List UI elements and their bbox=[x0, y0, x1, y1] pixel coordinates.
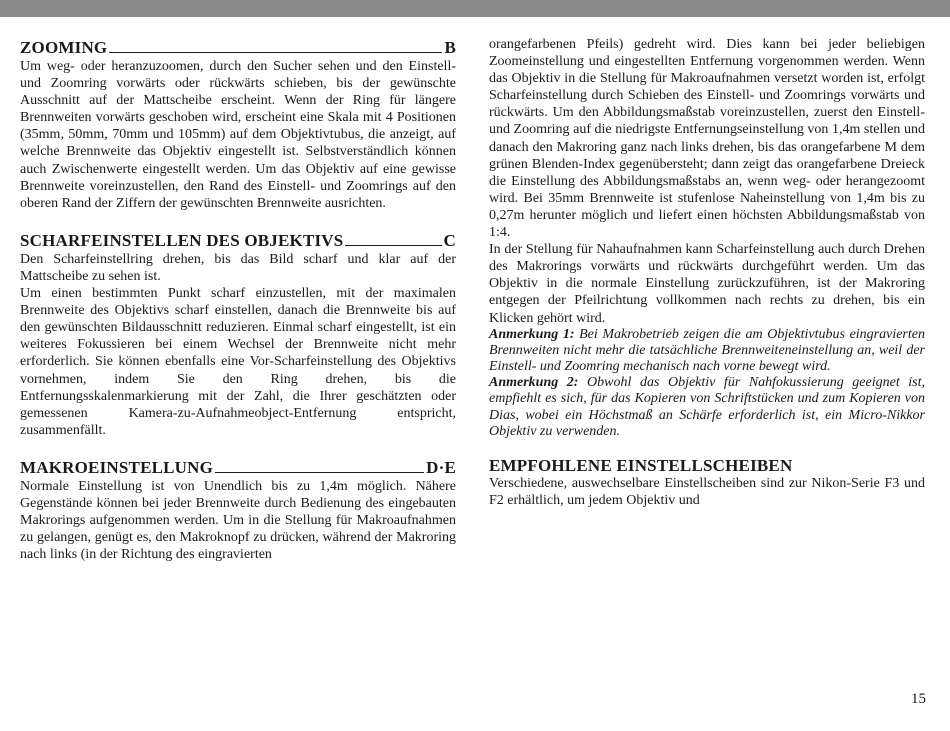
note-2 bbox=[489, 375, 925, 440]
note-1-label: Anmerkung 1: bbox=[489, 326, 575, 342]
macro-continued-text-2: In der Stellung für Nahaufnahmen kann Scharfeinstellung auch durch Drehen des Makrorings vorwärts und rückwärts durchgeführt werden. Um das Objektiv in die normale Einstellung zurückzuführen, ist der Makroring entgegen der Pfeilrichtung vollkommen nach rechts zu drehen, bis ein Klicken gehört wird. bbox=[489, 242, 925, 326]
screens-text: Verschiedene, auswechselbare Einstellscheiben sind zur Nikon-Serie F3 und F2 erhältlich, um jedem Objektiv und bbox=[489, 476, 925, 509]
focusing-text-2: Um einen bestimmten Punkt scharf einzustellen, mit der maximalen Brennweite des Objektivs scharf einstellen, danach die Brennweite bis auf den gewünschten Bildausschnitt reduzieren. Einmal scharf eingestellt, ist ein weiteres Fokussieren bei einem Wechsel der Brennweite nicht mehr erforderlich. Sie können ebenfalls eine Vor-Scharfeinstellung des Objektivs vornehmen, indem Sie den Ring drehen, bis die Entfernungsskalenmarkierung mit der Zahl, die Ihrer geschätzten oder gemessenen Kamera-zu-Aufnahmeobject-Entfernung entspricht, zusammenfällt. bbox=[20, 286, 456, 438]
top-border-band bbox=[0, 0, 950, 17]
focusing-title: SCHARFEINSTELLEN DES OBJEKTIVS bbox=[20, 230, 344, 250]
note-1-text: Bei Makrobetrieb zeigen die am Objektivtubus eingravierten Brennweiten nicht mehr die tatsächliche Brennweiteneinstellung an, weil der Einstell- und Zoomring mechanisch nach vorne bewegt wird. bbox=[489, 326, 925, 374]
macro-heading bbox=[20, 458, 456, 478]
macro-ref: D·E bbox=[426, 457, 456, 477]
heading-rule bbox=[109, 52, 442, 53]
left-column bbox=[20, 38, 456, 563]
macro-continued-text: orangefarbenen Pfeils) gedreht wird. Dies kann bei jeder beliebigen Zoomeinstellung und eingestellten Entfernung vorgenommen werden. Wenn das Objektiv in die Stellung für Makroaufnahmen versetzt worden ist, erfolgt Scharfeinstellung durch Schieben des Einstell- und Zoomrings vorwärts und rückwärts. Um den Abbildungsmaßstab voreinzustellen, zuerst den Einstell- und Zoomring auf die niedrigste Entfernungseinstellung von 1,4m stellen und danach den Makroring ganz nach links drehen, bis das orangefarbene M dem grünen Blenden-Index gegenübersteht; dann zeigt das orangefarbene Dreieck die Einstellung des Abbildungsmaßstabs an, wenn weg- oder herangezoomt wird. Bei 35mm Brennweite ist stufenlose Naheinstellung von 1,4m bis zu 0,27m herunter möglich und liefert einen höchsten Abbildungsmaßstab von 1:4. bbox=[489, 37, 925, 241]
macro-title: MAKROEINSTELLUNG bbox=[20, 457, 214, 477]
macro-text: Normale Einstellung ist von Unendlich bis zu 1,4m möglich. Nähere Gegenstände können bei jeder Brennweite durch Bedienung des eingebauten Makrorings aufgenommen werden. Um in die Stellung für Makroaufnahmen zu gelangen, genügt es, den Makroknopf zu drücken, während der Makroring nach links (in der Richtung des eingravierten bbox=[20, 478, 456, 563]
focusing-heading bbox=[20, 231, 456, 251]
focusing-text-1: Den Scharfeinstellring drehen, bis das Bild scharf und klar auf der Mattscheibe zu sehen ist. bbox=[20, 251, 456, 284]
note-2-label: Anmerkung 2: bbox=[489, 375, 579, 391]
note-1 bbox=[489, 327, 925, 376]
right-column bbox=[489, 36, 925, 509]
heading-rule bbox=[345, 245, 441, 246]
page-number: 15 bbox=[911, 691, 926, 707]
screens-heading: EMPFOHLENE EINSTELLSCHEIBEN bbox=[489, 456, 793, 476]
zooming-ref: B bbox=[444, 38, 456, 57]
zooming-heading bbox=[20, 38, 456, 58]
heading-rule bbox=[215, 472, 424, 473]
note-2-text: Obwohl das Objektiv für Nahfokussierung geeignet ist, empfiehlt es sich, für das Kopieren von Schriftstücken und zum Kopieren von Dias, wobei ein Höchstmaß an Schärfe erforderlich ist, ein Micro-Nikkor Objektiv zu verwenden. bbox=[489, 375, 925, 439]
zooming-text: Um weg- oder heranzuzoomen, durch den Sucher sehen und den Einstell- und Zoomring vorwärts oder rückwärts schieben, bis der gewünschte Ausschnitt auf der Mattscheibe erscheint. Wenn der Ring für längere Brennweiten vorwärts geschoben wird, erscheint eine Skala mit 4 Positionen (35mm, 50mm, 70mm und 105mm) auf dem Objektivtubus, die anzeigt, auf welche Brennweite das Objektiv eingestellt ist. Selbstverständlich können auch Zwischenwerte eingestellt werden. Um das Objektiv auf eine gewisse Brennweite voreinzustellen, den Rand des Einstell- und Zoomrings auf den oberen Rand der Ziffern der gewünschten Brennweite ausrichten. bbox=[20, 59, 456, 211]
focusing-ref: C bbox=[443, 230, 456, 250]
zooming-title: ZOOMING bbox=[20, 38, 108, 57]
